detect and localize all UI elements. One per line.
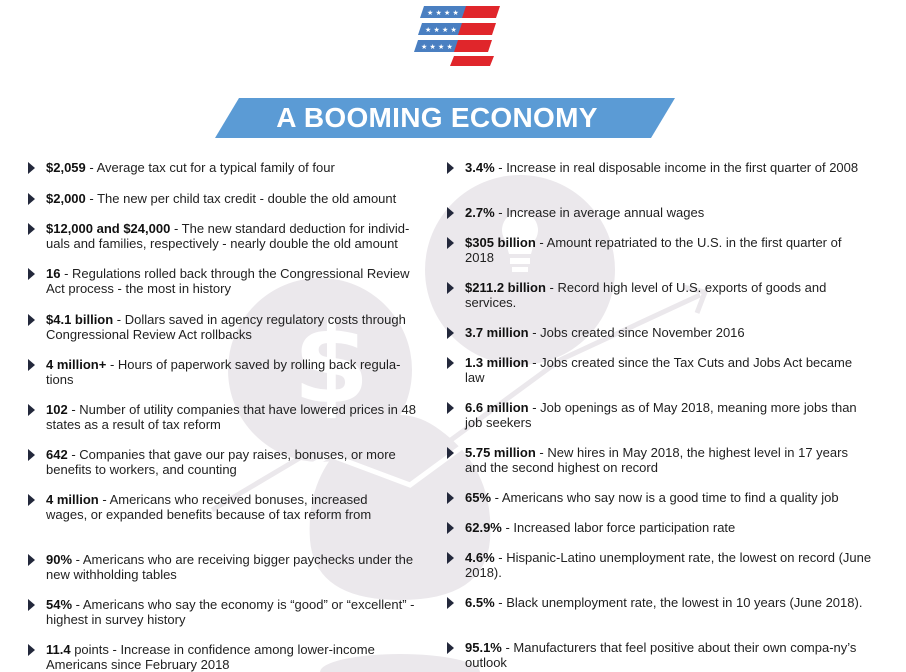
bullet-icon bbox=[28, 223, 35, 235]
stat-value: $4.1 billion bbox=[46, 312, 114, 327]
stat-description: - Americans who say now is a good time to find a quality job bbox=[491, 490, 839, 505]
stat-description: - Americans who received bonuses, increased wages, or expanded benefits because of tax reform from bbox=[46, 492, 372, 522]
stat-description: - Jobs created since the Tax Cuts and Jobs Act became law bbox=[465, 355, 853, 385]
bullet-icon bbox=[28, 449, 35, 461]
list-item bbox=[447, 160, 872, 175]
bullet-icon bbox=[447, 327, 454, 339]
svg-text:$: $ bbox=[293, 300, 370, 428]
bullet-icon bbox=[447, 237, 454, 249]
stat-value: 6.5% bbox=[465, 595, 495, 610]
bullet-icon bbox=[28, 494, 35, 506]
bullet-icon bbox=[447, 357, 454, 369]
bullet-icon bbox=[447, 492, 454, 504]
svg-text:★ ★ ★ ★: ★ ★ ★ ★ bbox=[425, 26, 457, 34]
page-title: A BOOMING ECONOMY bbox=[276, 102, 598, 133]
list-item bbox=[447, 280, 872, 310]
flag-e-logo-icon bbox=[414, 6, 504, 68]
list-item bbox=[28, 642, 426, 672]
list-item bbox=[447, 490, 872, 505]
stat-description: - Americans who say the economy is “good” or “excellent” - highest in survey history bbox=[46, 597, 415, 627]
bullet-icon bbox=[28, 554, 35, 566]
stat-description: - Record high level of U.S. exports of goods and services. bbox=[465, 280, 827, 310]
stat-description: - The new standard deduction for individ-uals and families, respectively - nearly double the old amount bbox=[46, 221, 410, 251]
list-item bbox=[28, 191, 426, 206]
list-item bbox=[447, 445, 872, 475]
bullet-icon bbox=[28, 162, 35, 174]
stat-value: 2.7% bbox=[465, 205, 495, 220]
stat-value: 4 million+ bbox=[46, 357, 107, 372]
stat-description: points - Increase in confidence among lower-income Americans since February 2018 bbox=[46, 642, 375, 672]
stat-value: 90% bbox=[46, 552, 73, 567]
bullet-icon bbox=[28, 599, 35, 611]
stat-description: - Manufacturers that feel positive about their own compa-ny’s outlook bbox=[465, 640, 857, 670]
list-item bbox=[28, 160, 426, 175]
list-item bbox=[447, 550, 872, 580]
list-item bbox=[28, 597, 426, 627]
stat-value: 54% bbox=[46, 597, 73, 612]
list-item bbox=[447, 400, 872, 430]
stat-description: - Average tax cut for a typical family of four bbox=[85, 160, 335, 175]
stat-value: 16 bbox=[46, 266, 61, 281]
svg-text:★ ★ ★ ★: ★ ★ ★ ★ bbox=[421, 43, 453, 51]
stat-value: 4 million bbox=[46, 492, 99, 507]
stat-description: - Dollars saved in agency regulatory costs through Congressional Review Act rollbacks bbox=[46, 312, 406, 342]
stat-value: 6.6 million bbox=[465, 400, 529, 415]
stat-description: - Increase in real disposable income in the first quarter of 2008 bbox=[494, 160, 859, 175]
stat-description: - Americans who are receiving bigger paychecks under the new withholding tables bbox=[46, 552, 414, 582]
stat-value: 5.75 million bbox=[465, 445, 536, 460]
bullet-icon bbox=[28, 404, 35, 416]
list-item bbox=[447, 205, 872, 220]
stat-description: - Jobs created since November 2016 bbox=[528, 325, 745, 340]
stat-description: - Companies that gave our pay raises, bonuses, or more benefits to workers, and counting bbox=[46, 447, 396, 477]
stat-description: - Increased labor force participation rate bbox=[501, 520, 736, 535]
stat-value: $211.2 billion bbox=[465, 280, 546, 295]
list-item bbox=[447, 325, 872, 340]
list-item bbox=[447, 355, 872, 385]
list-item bbox=[28, 492, 403, 522]
bullet-icon bbox=[447, 597, 454, 609]
stat-value: $2,000 bbox=[46, 191, 86, 206]
list-item bbox=[28, 221, 426, 251]
stat-value: 95.1% bbox=[465, 640, 502, 655]
bullet-icon bbox=[447, 207, 454, 219]
bullet-icon bbox=[28, 268, 35, 280]
list-item bbox=[28, 266, 426, 296]
list-item bbox=[447, 640, 872, 670]
stat-value: 11.4 bbox=[46, 642, 71, 657]
list-item bbox=[447, 520, 872, 535]
stat-description: - Black unemployment rate, the lowest in 10 years (June 2018). bbox=[494, 595, 863, 610]
stat-description: - Number of utility companies that have lowered prices in 48 states as a result of tax reform bbox=[46, 402, 416, 432]
list-item bbox=[447, 595, 872, 610]
stat-description: - Regulations rolled back through the Congressional Review Act process - the most in history bbox=[46, 266, 410, 296]
stat-value: $12,000 and $24,000 bbox=[46, 221, 171, 236]
list-item bbox=[28, 402, 426, 432]
bullet-icon bbox=[447, 642, 454, 654]
stat-description: - Job openings as of May 2018, meaning more jobs than job seekers bbox=[465, 400, 857, 430]
stat-value: $305 billion bbox=[465, 235, 536, 250]
list-item bbox=[28, 312, 426, 342]
stat-value: 3.7 million bbox=[465, 325, 529, 340]
stat-value: 642 bbox=[46, 447, 68, 462]
stat-value: 4.6% bbox=[465, 550, 495, 565]
stat-description: - Hours of paperwork saved by rolling back regula-tions bbox=[46, 357, 401, 387]
stat-value: 3.4% bbox=[465, 160, 495, 175]
stat-description: - Increase in average annual wages bbox=[494, 205, 705, 220]
stat-value: 1.3 million bbox=[465, 355, 529, 370]
bullet-icon bbox=[28, 193, 35, 205]
bullet-icon bbox=[28, 314, 35, 326]
bullet-icon bbox=[447, 447, 454, 459]
bullet-icon bbox=[447, 162, 454, 174]
stat-value: 65% bbox=[465, 490, 492, 505]
stat-value: 62.9% bbox=[465, 520, 502, 535]
bullet-icon bbox=[28, 359, 35, 371]
list-item bbox=[28, 447, 426, 477]
list-item bbox=[28, 552, 426, 582]
stat-description: - Amount repatriated to the U.S. in the first quarter of 2018 bbox=[465, 235, 842, 265]
stat-value: 102 bbox=[46, 402, 68, 417]
stat-description: - Hispanic-Latino unemployment rate, the lowest on record (June 2018). bbox=[465, 550, 872, 580]
bullet-icon bbox=[28, 644, 35, 656]
svg-text:★ ★ ★ ★: ★ ★ ★ ★ bbox=[427, 9, 459, 17]
stat-description: - New hires in May 2018, the highest level in 17 years and the second highest on record bbox=[465, 445, 848, 475]
bullet-icon bbox=[447, 282, 454, 294]
bullet-icon bbox=[447, 522, 454, 534]
bullet-icon bbox=[447, 552, 454, 564]
list-item bbox=[28, 357, 426, 387]
stat-description: - The new per child tax credit - double the old amount bbox=[85, 191, 397, 206]
bullet-icon bbox=[447, 402, 454, 414]
stat-value: $2,059 bbox=[46, 160, 86, 175]
list-item bbox=[447, 235, 872, 265]
